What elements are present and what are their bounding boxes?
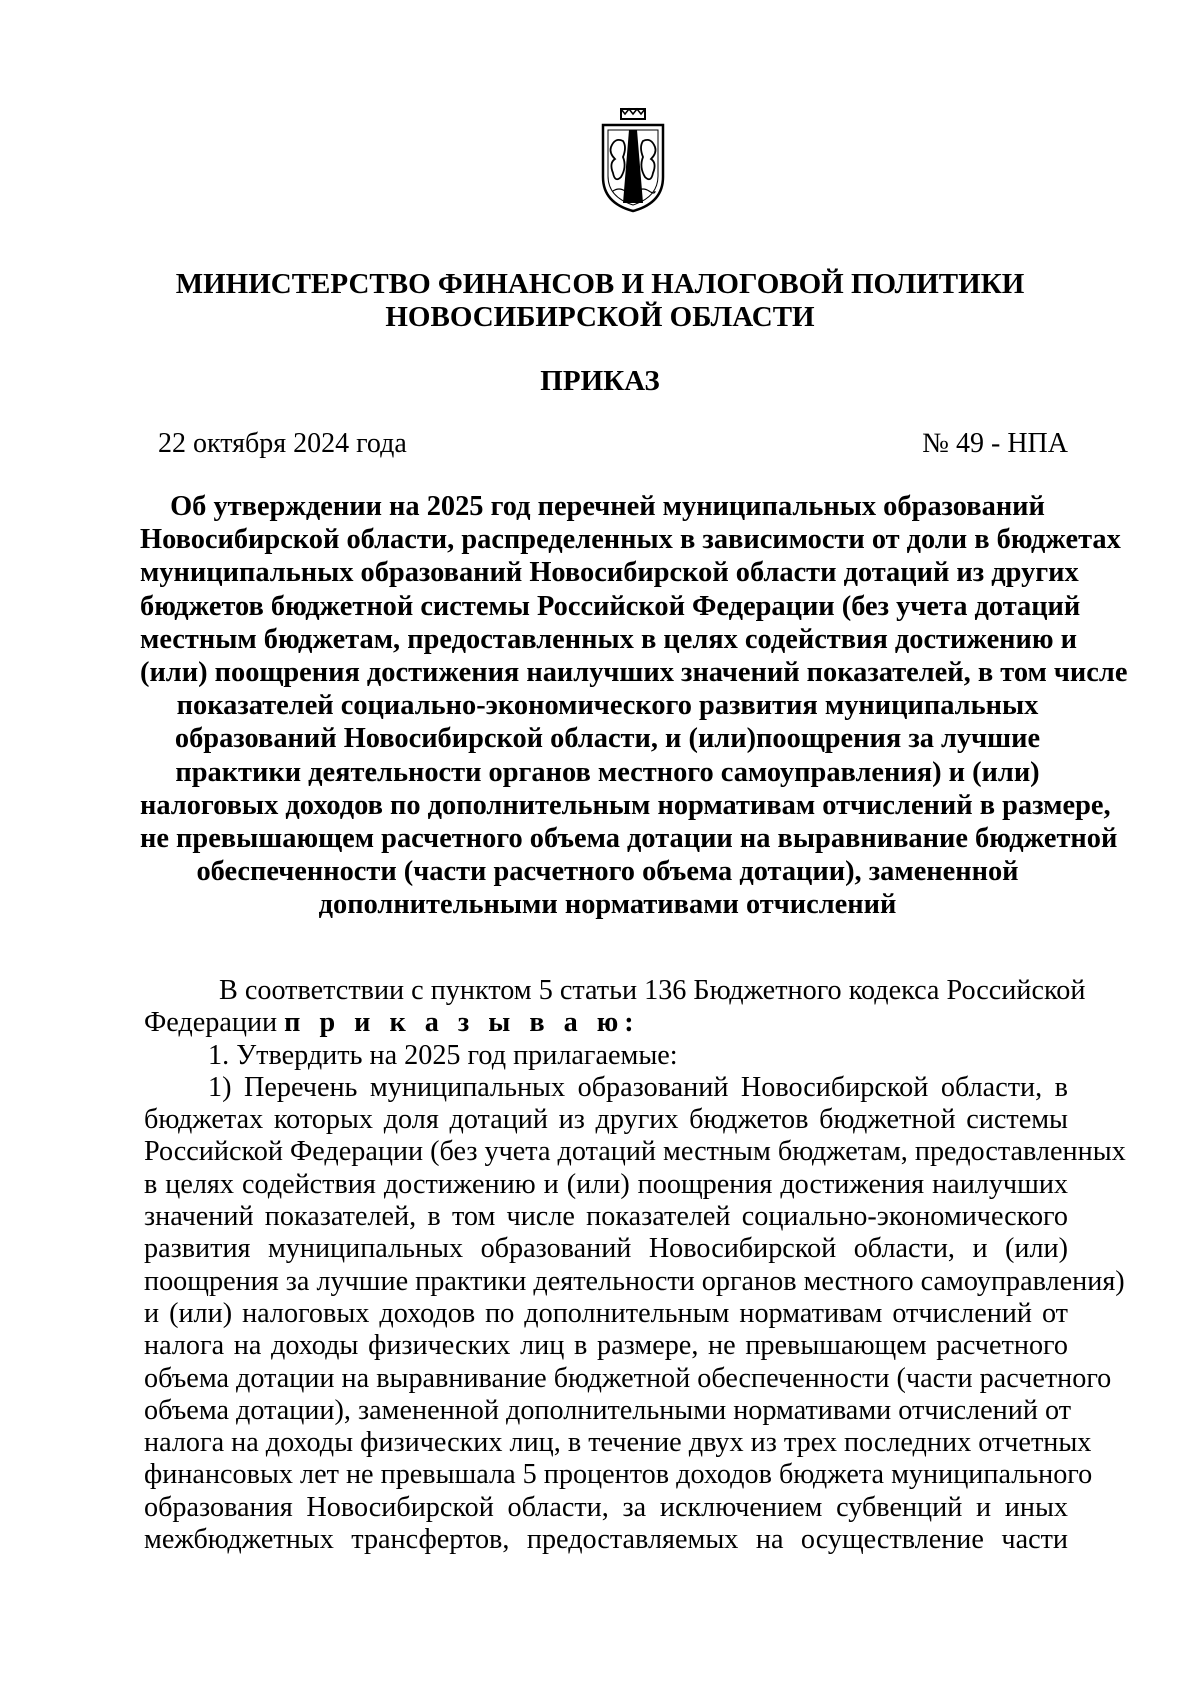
- body-line: объема дотации), замененной дополнительными нормативами отчислений от: [144, 1394, 1072, 1426]
- subject-line: обеспеченности (части расчетного объема дотации), замененной: [196, 856, 1019, 888]
- subject-line: не превышающем расчетного объема дотации на выравнивание бюджетной: [140, 823, 1118, 855]
- subject-line: практики деятельности органов местного самоуправления) и (или): [175, 756, 1040, 788]
- body-line: 1. Утвердить на 2025 год прилагаемые:: [208, 1039, 678, 1071]
- order-decree-word: п р и к а з ы в а ю:: [284, 1007, 640, 1039]
- body-line: налога на доходы физических лиц в размере, не превышающем расчетного: [144, 1330, 1068, 1362]
- subject-line: показателей социально-экономического развития муниципальных: [176, 690, 1039, 722]
- body-line: объема дотации на выравнивание бюджетной обеспеченности (части расчетного: [144, 1362, 1112, 1394]
- body-line: и (или) налоговых доходов по дополнительным нормативам отчислений от: [144, 1297, 1068, 1329]
- ministry-name: [140, 268, 1060, 334]
- body-line: значений показателей, в том числе показателей социально-экономического: [144, 1201, 1068, 1233]
- body-line: 1) Перечень муниципальных образований Новосибирской области, в: [208, 1071, 1068, 1103]
- ministry-line-1: МИНИСТЕРСТВО ФИНАНСОВ И НАЛОГОВОЙ ПОЛИТИКИ: [175, 268, 1025, 300]
- subject-line: дополнительными нормативами отчислений: [318, 889, 897, 921]
- document-type: ПРИКАЗ: [540, 365, 660, 397]
- body-line: [144, 1007, 1068, 1039]
- subject-line: местным бюджетам, предоставленных в целях содействия достижению и: [140, 623, 1078, 655]
- order-number: № 49 - НПА: [922, 428, 1068, 459]
- body-line: финансовых лет не превышала 5 процентов доходов бюджета муниципального: [144, 1459, 1093, 1491]
- subject-line: налоговых доходов по дополнительным нормативам отчислений в размере,: [140, 789, 1111, 821]
- body-text: Федерации: [144, 1007, 285, 1039]
- novosibirsk-coat-of-arms-icon: [593, 107, 673, 215]
- body-line: В соответствии с пунктом 5 статьи 136 Бюджетного кодекса Российской: [219, 975, 1086, 1006]
- subject-line: Новосибирской области, распределенных в зависимости от доли в бюджетах: [140, 524, 1121, 556]
- body-line: развития муниципальных образований Новосибирской области, и (или): [144, 1233, 1068, 1265]
- body-line: межбюджетных трансфертов, предоставляемых на осуществление части: [144, 1524, 1068, 1556]
- ministry-line-2: НОВОСИБИРСКОЙ ОБЛАСТИ: [385, 301, 815, 333]
- order-date: 22 октября 2024 года: [158, 428, 407, 459]
- subject-line: бюджетов бюджетной системы Российской Федерации (без учета дотаций: [140, 590, 1081, 622]
- order-body: [144, 975, 1126, 1556]
- order-subject: [140, 490, 1128, 922]
- body-line: Российской Федерации (без учета дотаций местным бюджетам, предоставленных: [144, 1136, 1126, 1168]
- subject-line: образований Новосибирской области, и (или)поощрения за лучшие: [174, 723, 1041, 755]
- subject-line: муниципальных образований Новосибирской области дотаций из других: [140, 557, 1079, 589]
- body-line: образования Новосибирской области, за исключением субвенций и иных: [144, 1491, 1068, 1523]
- body-line: поощрения за лучшие практики деятельности органов местного самоуправления): [144, 1265, 1125, 1297]
- subject-line: (или) поощрения достижения наилучших значений показателей, в том числе: [140, 657, 1128, 689]
- body-line: налога на доходы физических лиц, в течение двух из трех последних отчетных: [144, 1427, 1092, 1459]
- subject-line: Об утверждении на 2025 год перечней муниципальных образований: [170, 491, 1045, 522]
- body-line: в целях содействия достижению и (или) поощрения достижения наилучших: [144, 1168, 1068, 1200]
- body-line: бюджетах которых доля дотаций из других бюджетов бюджетной системы: [144, 1104, 1068, 1136]
